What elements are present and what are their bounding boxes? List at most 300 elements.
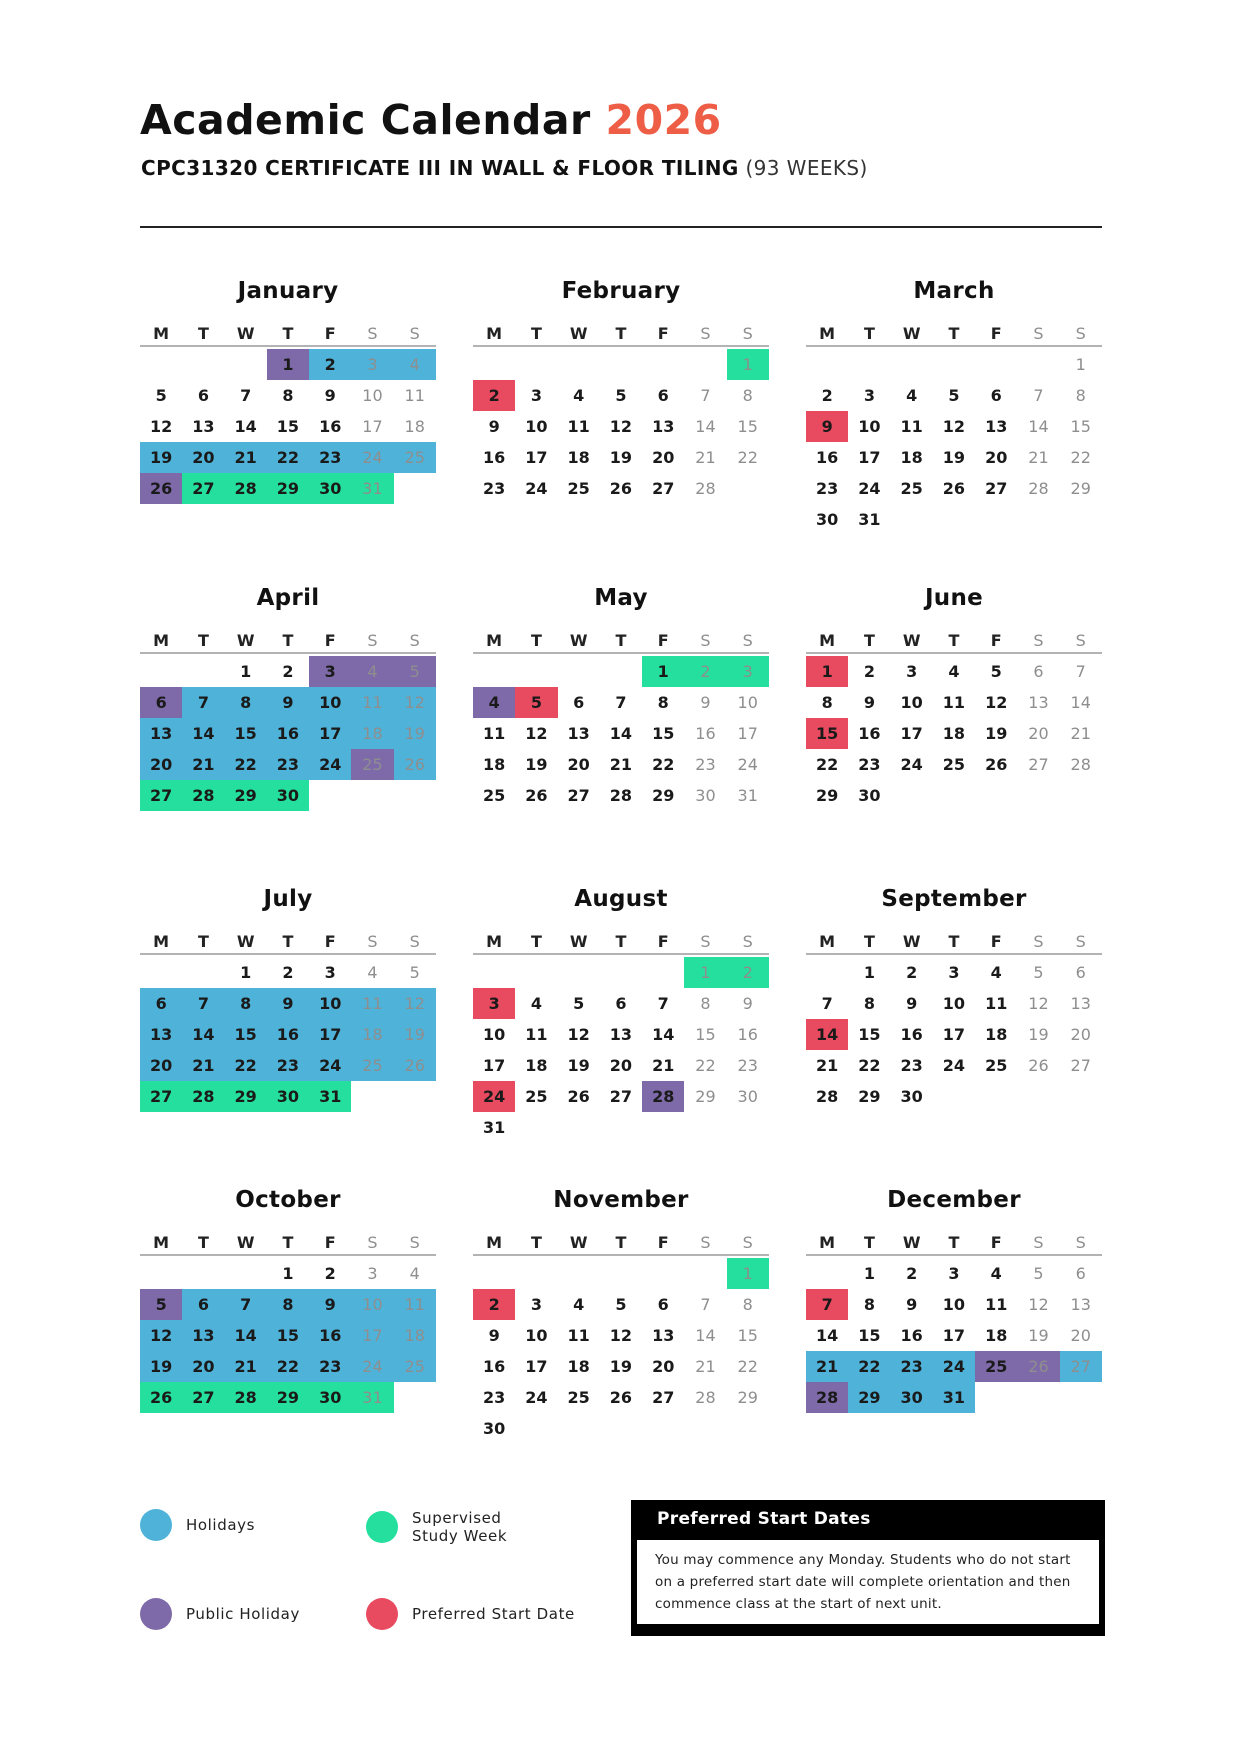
day-cell: 18 (567, 1357, 590, 1376)
empty-day-cell (933, 504, 975, 535)
empty-day-cell (1017, 780, 1059, 811)
day-cell: 17 (900, 724, 923, 743)
weekday-label: F (990, 1233, 1002, 1252)
empty-day-cell (225, 1258, 267, 1289)
day-cell: 12 (150, 417, 173, 436)
day-cell: 4 (351, 656, 393, 687)
day-cell: 27 (609, 1087, 633, 1106)
day-cell: 29 (652, 786, 675, 805)
weekday-label: T (863, 324, 875, 343)
day-cell: 11 (567, 1326, 590, 1345)
weekday-label: S (700, 1233, 711, 1252)
day-cell: 29 (225, 1081, 267, 1112)
week-row (140, 442, 436, 473)
week-row (806, 473, 1102, 504)
empty-day-cell (806, 349, 848, 380)
day-cell: 16 (816, 448, 839, 467)
empty-day-cell (473, 1258, 515, 1289)
day-cell: 6 (657, 1295, 669, 1314)
empty-day-cell (182, 349, 224, 380)
weekday-label: M (153, 1233, 170, 1252)
day-cell: 17 (737, 724, 758, 743)
day-cell: 21 (1028, 448, 1049, 467)
day-cell: 19 (567, 1056, 590, 1075)
day-cell: 9 (324, 386, 336, 405)
day-cell: 26 (525, 786, 548, 805)
title-text: Academic Calendar (140, 96, 591, 144)
day-cell: 21 (695, 448, 716, 467)
day-cell: 10 (362, 386, 383, 405)
day-cell: 13 (1028, 693, 1049, 712)
week-row (473, 1320, 769, 1351)
week-row (806, 780, 1102, 811)
legend-holidays-label: Holidays (186, 1516, 255, 1534)
weekday-label: T (948, 324, 960, 343)
week-row (806, 349, 1102, 380)
day-cell: 24 (525, 479, 548, 498)
week-row (806, 411, 1102, 442)
day-cell: 7 (615, 693, 627, 712)
day-cell: 24 (309, 749, 351, 780)
day-cell: 26 (942, 479, 966, 498)
weekday-header (473, 1232, 769, 1256)
week-row (806, 749, 1102, 780)
day-cell: 31 (483, 1118, 506, 1137)
day-cell: 20 (1070, 1025, 1091, 1044)
weekday-label: S (700, 631, 711, 650)
day-cell: 1 (240, 662, 252, 681)
week-row (140, 1019, 436, 1050)
weekday-label: M (153, 631, 170, 650)
weekday-label: F (990, 324, 1002, 343)
weekday-label: F (324, 1233, 336, 1252)
day-cell: 16 (695, 724, 716, 743)
day-cell: 3 (473, 988, 515, 1019)
month-may (473, 582, 769, 811)
day-cell: 10 (525, 1326, 548, 1345)
weekday-header (806, 323, 1102, 347)
day-cell: 17 (309, 718, 351, 749)
day-cell: 14 (225, 1320, 267, 1351)
day-cell: 8 (863, 994, 875, 1013)
day-cell: 17 (942, 1326, 966, 1345)
day-cell: 4 (530, 994, 542, 1013)
empty-day-cell (975, 504, 1017, 535)
day-cell: 16 (483, 448, 506, 467)
day-cell: 15 (276, 417, 300, 436)
day-cell: 7 (225, 1289, 267, 1320)
day-cell: 19 (942, 448, 966, 467)
day-cell: 2 (684, 656, 726, 687)
day-cell: 15 (652, 724, 675, 743)
day-cell: 23 (737, 1056, 758, 1075)
day-cell: 13 (1070, 1295, 1091, 1314)
day-cell: 11 (525, 1025, 548, 1044)
weekday-label: M (486, 932, 503, 951)
empty-day-cell (351, 1081, 393, 1112)
day-cell: 13 (192, 417, 215, 436)
day-cell: 25 (975, 1351, 1017, 1382)
day-cell: 29 (225, 780, 267, 811)
weekday-label: F (324, 932, 336, 951)
weekday-label: W (569, 631, 588, 650)
day-cell: 28 (806, 1382, 848, 1413)
day-cell: 16 (483, 1357, 506, 1376)
week-row (806, 1289, 1102, 1320)
week-row (140, 1081, 436, 1112)
day-cell: 31 (933, 1382, 975, 1413)
day-cell: 2 (906, 963, 918, 982)
empty-day-cell (558, 1258, 600, 1289)
empty-day-cell (1060, 504, 1102, 535)
day-cell: 26 (1017, 1351, 1059, 1382)
weekday-label: M (819, 932, 836, 951)
day-cell: 12 (140, 1320, 182, 1351)
day-cell: 26 (985, 755, 1008, 774)
weekday-label: T (197, 631, 209, 650)
day-cell: 7 (240, 386, 252, 405)
empty-day-cell (891, 349, 933, 380)
day-cell: 25 (900, 479, 923, 498)
day-cell: 21 (652, 1056, 675, 1075)
empty-day-cell (225, 349, 267, 380)
week-row (473, 687, 769, 718)
day-cell: 12 (985, 693, 1008, 712)
course-name: CPC31320 CERTIFICATE III IN WALL & FLOOR TILING (141, 156, 739, 180)
month-august (473, 883, 769, 1143)
month-title: June (924, 585, 984, 611)
day-cell: 21 (182, 1050, 224, 1081)
day-cell: 22 (858, 1056, 881, 1075)
day-cell: 18 (567, 448, 590, 467)
day-cell: 8 (742, 386, 753, 405)
weekday-label: W (236, 932, 255, 951)
day-cell: 15 (225, 718, 267, 749)
month-title: May (594, 585, 648, 611)
day-cell: 12 (1028, 994, 1049, 1013)
weekday-label: W (236, 324, 255, 343)
day-cell: 13 (652, 417, 675, 436)
day-cell: 8 (657, 693, 669, 712)
weekday-label: T (948, 1233, 960, 1252)
weekday-label: F (657, 631, 669, 650)
day-cell: 30 (309, 473, 351, 504)
weekday-label: T (530, 932, 542, 951)
day-cell: 20 (182, 1351, 224, 1382)
day-cell: 18 (942, 724, 966, 743)
week-row (806, 988, 1102, 1019)
day-cell: 28 (695, 1388, 716, 1407)
week-row (140, 1382, 436, 1413)
day-cell: 4 (573, 386, 585, 405)
day-cell: 29 (1070, 479, 1091, 498)
day-cell: 22 (225, 749, 267, 780)
empty-day-cell (1060, 1382, 1102, 1413)
empty-day-cell (140, 957, 182, 988)
day-cell: 23 (267, 1050, 309, 1081)
empty-day-cell (600, 1112, 642, 1143)
preferred-start-dates-title: Preferred Start Dates (657, 1509, 871, 1529)
day-cell: 19 (609, 1357, 633, 1376)
legend-supervised-label (412, 1509, 507, 1545)
day-cell: 25 (942, 755, 966, 774)
week-row (140, 718, 436, 749)
day-cell: 14 (234, 417, 257, 436)
month-title: April (256, 585, 320, 611)
legend-supervised-line2: Study Week (412, 1527, 508, 1545)
day-cell: 10 (737, 693, 758, 712)
week-row (140, 380, 436, 411)
day-cell: 19 (609, 448, 633, 467)
day-cell: 18 (404, 417, 425, 436)
week-row (140, 687, 436, 718)
day-cell: 19 (525, 755, 548, 774)
empty-day-cell (140, 1258, 182, 1289)
day-cell: 31 (309, 1081, 351, 1112)
weekday-label: M (819, 324, 836, 343)
day-cell: 5 (990, 662, 1002, 681)
day-cell: 3 (727, 656, 769, 687)
day-cell: 8 (821, 693, 833, 712)
week-row (806, 1351, 1102, 1382)
day-cell: 14 (182, 718, 224, 749)
day-cell: 3 (863, 386, 875, 405)
day-cell: 11 (351, 687, 393, 718)
day-cell: 17 (942, 1025, 966, 1044)
week-row (473, 718, 769, 749)
day-cell: 28 (609, 786, 633, 805)
title-year: 2026 (605, 96, 722, 144)
day-cell: 31 (858, 510, 881, 529)
weekday-label: T (282, 631, 294, 650)
day-cell: 5 (1033, 1264, 1044, 1283)
day-cell: 3 (309, 656, 351, 687)
day-cell: 9 (267, 988, 309, 1019)
weekday-label: T (282, 1233, 294, 1252)
day-cell: 19 (985, 724, 1008, 743)
day-cell: 11 (394, 1289, 436, 1320)
day-cell: 8 (225, 988, 267, 1019)
day-cell: 7 (182, 988, 224, 1019)
day-cell: 30 (483, 1419, 506, 1438)
weekday-header (473, 630, 769, 654)
day-cell: 14 (816, 1326, 839, 1345)
week-row (140, 1289, 436, 1320)
day-cell: 15 (695, 1025, 716, 1044)
day-cell: 7 (182, 687, 224, 718)
day-cell: 6 (1033, 662, 1044, 681)
day-cell: 6 (140, 687, 182, 718)
day-cell: 7 (657, 994, 669, 1013)
day-cell: 22 (848, 1351, 890, 1382)
weekday-label: M (486, 324, 503, 343)
day-cell: 26 (1028, 1056, 1049, 1075)
weekday-label: T (863, 932, 875, 951)
week-row (140, 749, 436, 780)
day-cell: 7 (700, 386, 711, 405)
weekday-label: T (530, 1233, 542, 1252)
day-cell: 5 (515, 687, 557, 718)
weekday-label: S (1075, 932, 1086, 951)
weekday-label: T (948, 631, 960, 650)
weekday-label: M (486, 1233, 503, 1252)
month-september (806, 883, 1102, 1112)
legend-supervised-study-week (366, 1509, 507, 1545)
day-cell: 15 (858, 1025, 881, 1044)
empty-day-cell (642, 957, 684, 988)
day-cell: 31 (351, 1382, 393, 1413)
day-cell: 6 (182, 1289, 224, 1320)
day-cell: 6 (573, 693, 585, 712)
day-cell: 27 (182, 473, 224, 504)
day-cell: 8 (863, 1295, 875, 1314)
week-row (473, 1019, 769, 1050)
weekday-label: S (367, 324, 378, 343)
empty-day-cell (642, 349, 684, 380)
day-cell: 1 (863, 963, 875, 982)
day-cell: 13 (140, 1019, 182, 1050)
preferred-start-swatch-icon (366, 1598, 398, 1630)
preferred-start-dates-box (631, 1500, 1105, 1636)
weekday-label: F (657, 932, 669, 951)
day-cell: 3 (948, 1264, 960, 1283)
weekday-label: T (282, 932, 294, 951)
day-cell: 1 (267, 349, 309, 380)
day-cell: 2 (821, 386, 833, 405)
empty-day-cell (975, 1081, 1017, 1112)
weekday-header (140, 323, 436, 347)
weekday-label: T (863, 631, 875, 650)
empty-day-cell (558, 656, 600, 687)
week-row (473, 1258, 769, 1289)
day-cell: 24 (309, 1050, 351, 1081)
empty-day-cell (600, 1258, 642, 1289)
day-cell: 18 (900, 448, 923, 467)
day-cell: 5 (615, 1295, 627, 1314)
week-row (806, 687, 1102, 718)
day-cell: 18 (525, 1056, 548, 1075)
weekday-label: F (657, 324, 669, 343)
month-october (140, 1184, 436, 1413)
day-cell: 1 (684, 957, 726, 988)
day-cell: 29 (267, 473, 309, 504)
weekday-label: M (819, 631, 836, 650)
day-cell: 24 (933, 1351, 975, 1382)
day-cell: 30 (816, 510, 839, 529)
day-cell: 14 (806, 1019, 848, 1050)
week-row (806, 442, 1102, 473)
day-cell: 6 (990, 386, 1002, 405)
weekday-label: S (409, 1233, 420, 1252)
day-cell: 16 (267, 1019, 309, 1050)
day-cell: 21 (182, 749, 224, 780)
week-row (806, 718, 1102, 749)
weekday-label: T (197, 324, 209, 343)
day-cell: 15 (267, 1320, 309, 1351)
day-cell: 4 (394, 349, 436, 380)
day-cell: 27 (652, 1388, 675, 1407)
week-row (806, 380, 1102, 411)
day-cell: 27 (140, 780, 182, 811)
weekday-label: T (948, 932, 960, 951)
legend-preferred-start-label: Preferred Start Date (412, 1605, 575, 1623)
day-cell: 23 (900, 1056, 923, 1075)
supervised-study-swatch-icon (366, 1511, 398, 1543)
empty-day-cell (975, 1382, 1017, 1413)
weekday-label: S (409, 324, 420, 343)
day-cell: 2 (473, 1289, 515, 1320)
weekday-label: W (902, 324, 921, 343)
week-row (473, 1351, 769, 1382)
day-cell: 17 (309, 1019, 351, 1050)
day-cell: 1 (727, 1258, 769, 1289)
empty-day-cell (600, 957, 642, 988)
month-title: December (887, 1187, 1021, 1213)
weekday-label: F (657, 1233, 669, 1252)
weekday-label: W (902, 1233, 921, 1252)
day-cell: 15 (225, 1019, 267, 1050)
empty-day-cell (473, 957, 515, 988)
weekday-label: S (367, 932, 378, 951)
empty-day-cell (975, 780, 1017, 811)
day-cell: 9 (906, 994, 918, 1013)
weekday-label: M (153, 324, 170, 343)
day-cell: 1 (806, 656, 848, 687)
day-cell: 10 (942, 1295, 966, 1314)
day-cell: 28 (225, 473, 267, 504)
day-cell: 2 (863, 662, 875, 681)
day-cell: 20 (140, 1050, 182, 1081)
weekday-label: S (1075, 1233, 1086, 1252)
day-cell: 3 (367, 1264, 378, 1283)
day-cell: 2 (727, 957, 769, 988)
day-cell: 19 (1028, 1025, 1049, 1044)
empty-day-cell (600, 1413, 642, 1444)
month-title: March (913, 278, 995, 304)
week-row (140, 473, 436, 504)
month-title: November (553, 1187, 689, 1213)
day-cell: 6 (140, 988, 182, 1019)
empty-day-cell (515, 1112, 557, 1143)
day-cell: 27 (140, 1081, 182, 1112)
weekday-label: S (367, 1233, 378, 1252)
weekday-label: S (700, 932, 711, 951)
day-cell: 17 (351, 1320, 393, 1351)
empty-day-cell (515, 656, 557, 687)
day-cell: 25 (567, 1388, 590, 1407)
day-cell: 17 (483, 1056, 506, 1075)
day-cell: 9 (488, 417, 500, 436)
day-cell: 12 (525, 724, 548, 743)
day-cell: 7 (700, 1295, 711, 1314)
day-cell: 9 (906, 1295, 918, 1314)
empty-day-cell (684, 349, 726, 380)
day-cell: 17 (858, 448, 881, 467)
day-cell: 30 (309, 1382, 351, 1413)
day-cell: 19 (394, 1019, 436, 1050)
day-cell: 28 (1028, 479, 1049, 498)
weekday-label: S (700, 324, 711, 343)
weekday-header (140, 630, 436, 654)
day-cell: 23 (483, 1388, 506, 1407)
weekday-label: M (153, 932, 170, 951)
week-row (806, 1081, 1102, 1112)
empty-day-cell (394, 780, 436, 811)
day-cell: 20 (652, 1357, 675, 1376)
empty-day-cell (848, 349, 890, 380)
day-cell: 22 (695, 1056, 716, 1075)
weekday-label: T (197, 1233, 209, 1252)
